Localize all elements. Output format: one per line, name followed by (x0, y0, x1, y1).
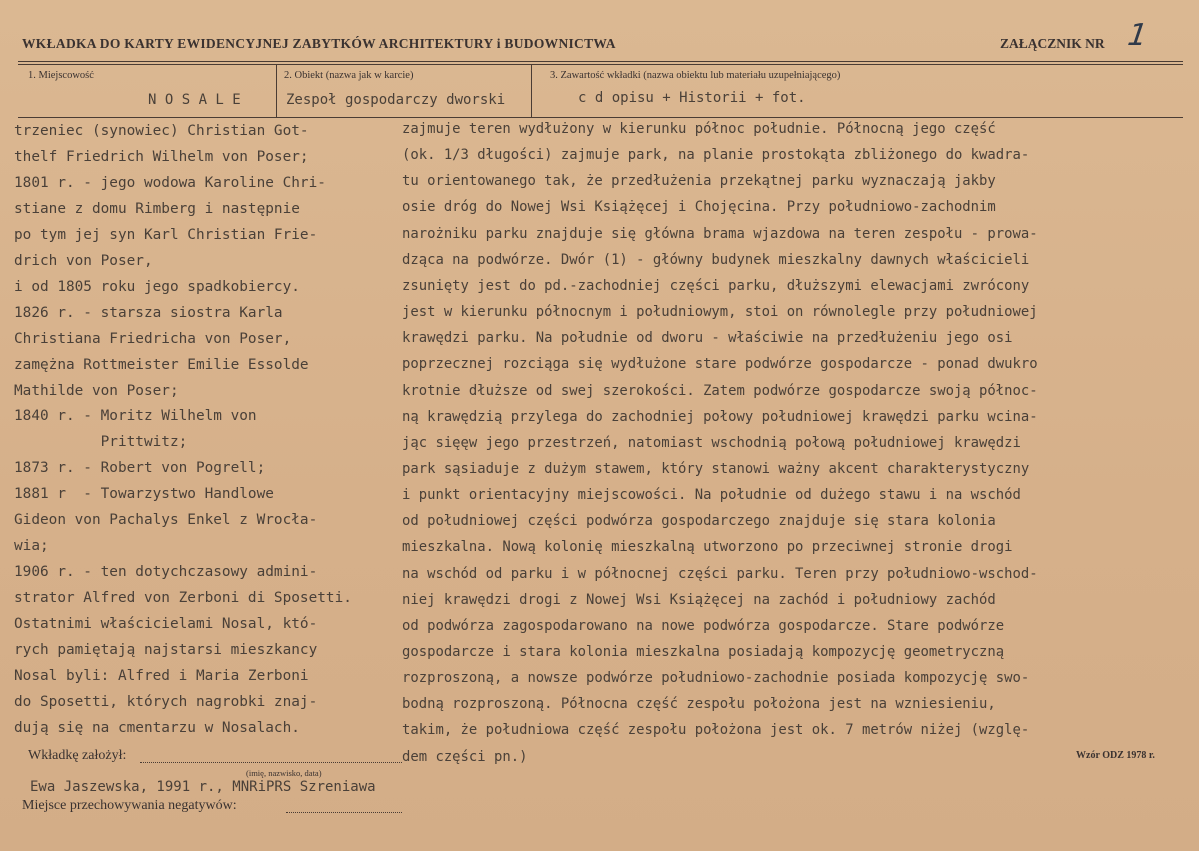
card-title: WKŁADKA DO KARTY EWIDENCYJNEJ ZABYTKÓW ARCHITEKTURY i BUDOWNICTWA (22, 36, 616, 51)
form-code: Wzór ODZ 1978 r. (1076, 750, 1155, 761)
header-rule-top-2 (18, 64, 1183, 65)
right-text-line: tu orientowanego tak, że przedłużenia przekątnej parku wyznaczają jakby (402, 173, 996, 190)
right-text-line: dząca na podwórze. Dwór (1) - główny budynek mieszkalny dawnych właścicieli (402, 251, 1030, 268)
annex-label: ZAŁĄCZNIK NR (1000, 36, 1105, 51)
right-text-line: dem części pn.) (402, 748, 528, 765)
left-text-line: strator Alfred von Zerboni di Sposetti. (14, 590, 352, 607)
right-text-line: jąc sięęw jego przestrzeń, natomiast wschodnią połową południowej krawędzi (402, 434, 1021, 451)
field-object-label: 2. Obiekt (nazwa jak w karcie) (284, 70, 414, 81)
right-text-line: zajmuje teren wydłużony w kierunku północ południe. Północną jego część (402, 121, 996, 137)
left-text-line: 1873 r. - Robert von Pogrell; (14, 460, 266, 477)
left-text-line: dują się na cmentarzu w Nosalach. (14, 719, 300, 736)
right-text-line: rozproszoną, a nowsze podwórze południowo-zachodnie posiada kompozycję swo- (402, 670, 1030, 687)
left-text-line: thelf Friedrich Wilhelm von Poser; (14, 148, 309, 165)
left-text-line: Nosal byli: Alfred i Maria Zerboni (14, 667, 309, 684)
right-text-line: (ok. 1/3 długości) zajmuje park, na planie prostokąta zbliżonego do kwadra- (402, 147, 1030, 164)
right-text-line: mieszkalna. Nową kolonię mieszkalną utworzono po przeciwnej stronie drogi (402, 539, 1013, 556)
annex-number: 1 (1125, 18, 1150, 53)
left-text-line: zamężna Rottmeister Emilie Essolde (14, 356, 309, 373)
field-locality-label: 1. Miejscowość (28, 70, 94, 81)
left-text-line: 1906 r. - ten dotychczasowy admini- (14, 564, 318, 581)
right-text-line: od podwórza zagospodarowano na nowe podwórza gospodarcze. Stare podwórze (402, 617, 1005, 634)
right-text-line: park sąsiaduje z dużym stawem, który stanowi ważny akcent charakterystyczny (402, 460, 1030, 477)
made-by-value: Ewa Jaszewska, 1991 r., MNRiPRS Szreniawa (30, 779, 376, 795)
right-text-line: krotnie dłuższe od swej szerokości. Zatem podwórze gospodarcze swoją północ- (402, 382, 1038, 399)
made-by-hint: (imię, nazwisko, data) (246, 768, 322, 778)
right-text-line: od południowej części podwórza gospodarczego znajduje się stara kolonia (402, 513, 996, 530)
left-text-line: i od 1805 roku jego spadkobiercy. (14, 278, 300, 295)
right-text-line: krawędzi parku. Na południe od dworu - właściwie na przedłużeniu jego osi (402, 330, 1013, 347)
left-text-line: po tym jej syn Karl Christian Frie- (14, 226, 318, 243)
left-text-line: drich von Poser, (14, 252, 153, 269)
right-text-line: ną krawędzią przylega do zachodniej połowy południowej krawędzi parku wcina- (402, 408, 1038, 425)
left-text-line: wia; (14, 538, 49, 555)
left-text-line: Gideon von Pachalys Enkel z Wrocła- (14, 512, 318, 529)
right-text-line: takim, że południowa część zespołu położona jest ok. 7 metrów niżej (wzglę- (402, 722, 1030, 739)
field-locality-value: N O S A L E (148, 92, 241, 108)
negatives-label: Miejsce przechowywania negatywów: (22, 798, 237, 813)
negatives-line (286, 812, 402, 813)
left-text-line: Ostatnimi właścicielami Nosal, któ- (14, 616, 318, 633)
right-text-line: jest w kierunku północnym i południowym, stoi on równolegle przy południowej (402, 304, 1038, 321)
left-text-line: 1881 r - Towarzystwo Handlowe (14, 486, 274, 503)
left-text-line: Christiana Friedricha von Poser, (14, 330, 292, 347)
right-text-line: osie dróg do Nowej Wsi Książęcej i Chojęcina. Przy południowo-zachodnim (402, 199, 996, 216)
field-contents-value: c d opisu + Historii + fot. (578, 90, 806, 106)
made-by-line (140, 762, 402, 763)
left-text-line: Mathilde von Poser; (14, 382, 179, 399)
left-text-line: 1801 r. - jego wodowa Karoline Chri- (14, 174, 326, 191)
header-rule-bottom (18, 117, 1183, 118)
right-text-line: gospodarcze i stara kolonia mieszkalna posiadają kompozycję geometryczną (402, 644, 1005, 660)
right-text-line: i punkt orientacyjny miejscowości. Na południe od dużego stawu i na wschód (402, 487, 1021, 504)
field-object-value: Zespoł gospodarczy dworski (286, 92, 506, 108)
right-text-line: bodną rozproszoną. Północna część zespołu położona jest na wzniesieniu, (402, 696, 996, 713)
right-text-line: niej krawędzi drogi z Nowej Wsi Książęcej na zachód i południowy zachód (402, 591, 996, 608)
left-text-line: trzeniec (synowiec) Christian Got- (14, 123, 309, 139)
right-text-line: na wschód od parku i w północnej części parku. Teren przy południowo-wschod- (402, 565, 1038, 582)
header-rule-top (18, 61, 1183, 62)
field-divider-1 (276, 64, 277, 118)
left-text-line: Prittwitz; (14, 434, 188, 451)
made-by-label: Wkładkę założył: (28, 748, 127, 763)
left-text-line: do Sposetti, których nagrobki znaj- (14, 693, 318, 710)
right-text-line: poprzecznej rozciąga się wydłużone stare podwórze gospodarcze - ponad dwukro (402, 356, 1038, 373)
field-divider-2 (531, 64, 532, 118)
right-text-line: narożniku parku znajduje się główna brama wjazdowa na teren zespołu - prowa- (402, 225, 1038, 242)
left-text-line: rych pamiętają najstarsi mieszkancy (14, 642, 318, 658)
left-text-line: 1826 r. - starsza siostra Karla (14, 304, 283, 321)
left-text-line: stiane z domu Rimberg i następnie (14, 200, 300, 217)
field-contents-label: 3. Zawartość wkładki (nazwa obiektu lub materiału uzupełniającego) (550, 70, 841, 81)
right-text-line: zsunięty jest do pd.-zachodniej części parku, dłuższymi elewacjami zwrócony (402, 277, 1030, 294)
left-text-line: 1840 r. - Moritz Wilhelm von (14, 408, 257, 425)
